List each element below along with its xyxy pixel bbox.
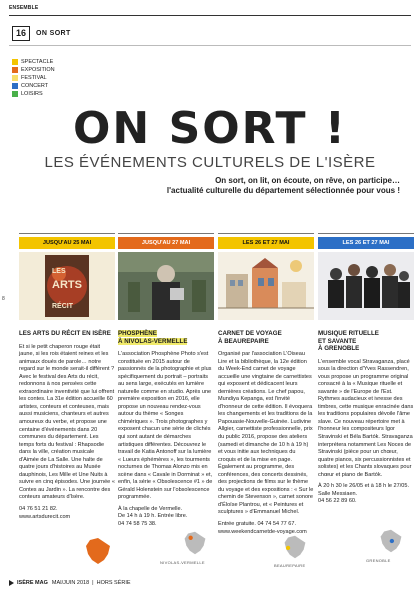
article-photo: [19, 252, 115, 320]
article-contact: 04 76 51 21 82. www.artsdurecit.com: [19, 505, 71, 520]
poster-text-recit: RÉCIT: [52, 303, 73, 310]
article-title-line-1: MUSIQUE RITUELLE: [318, 330, 379, 337]
sketch-illustration-image: [218, 252, 314, 320]
hero-subtitle: LES ÉVÉNEMENTS CULTURELS DE L'ISÈRE: [44, 154, 376, 171]
legend-item-spectacle: [12, 58, 55, 66]
article-title: [118, 330, 214, 345]
side-page-marker: 8: [2, 296, 5, 302]
article-musique-rituelle: [318, 233, 414, 506]
hero-intro: [167, 176, 400, 196]
article-title-line-2: ET SAVANTE: [318, 337, 357, 345]
article-title-line-1: CARNET DE VOYAGE: [218, 330, 282, 337]
article-contact: Entrée gratuite. 04 74 54 77 67. www.weekendcarnetde-voyage.com: [218, 521, 307, 535]
article-title: [218, 330, 314, 345]
map-label: BEAUREPAIRE: [274, 563, 306, 568]
article-arts-du-recit: [19, 233, 115, 521]
legend-swatch: [12, 83, 18, 89]
footer-issue: MAI/JUIN 2018: [51, 580, 90, 586]
column-rule: [318, 233, 414, 234]
footer-separator-icon: |: [92, 580, 94, 586]
footer-extra: HORS SÉRIE: [96, 580, 131, 586]
date-banner: JUSQU'AU 25 MAI: [19, 237, 115, 249]
column-rule: [218, 233, 314, 234]
intro-line-2: l'actualité culturelle du département sélectionnée pour vous !: [166, 186, 400, 195]
article-photo: [318, 252, 414, 320]
poster-text-les: LES: [52, 268, 66, 275]
isere-map-icon: [282, 534, 308, 560]
triangle-marker-icon: [9, 580, 14, 586]
legend-label: FESTIVAL: [21, 75, 47, 81]
article-photo: [118, 252, 214, 320]
isere-map-icon: [84, 536, 112, 566]
poster-text-arts: ARTS: [52, 279, 82, 291]
legend-item-concert: [12, 82, 55, 90]
article-contact: À 20 h 30 le 26/05 et à 18 h le 27/05. Salle Messiaen. 04 56 22 89 60.: [318, 483, 409, 505]
article-title: LES ARTS DU RÉCIT EN ISÈRE: [19, 330, 111, 337]
hero-title: ON SORT !: [73, 103, 347, 154]
intro-line-1: On sort, on lit, on écoute, on rêve, on participe…: [215, 176, 400, 185]
article-body: Et si le petit chaperon rouge était jaune, si les rois étaient reines et les animaux doués de parole… notre regard sur le monde serait-il différent ? Avec le festival des Arts du récit, redonnons à nos pensées cette extraordinaire inventivité que lui offrent les contes. La 31e édition accueille 60 artistes, conteurs et conteuses, mais aussi musiciens, chanteurs et autres amoureux du verbe, et propose une centaine d'événements dans 20 communes du département. Les temps forts du festival : Rhapsodie dans la ville, création musicale d'Aimée de La Salle. Une halte de quatre jours d'histoires au Musée dauphinois, Les Mille et Une Nuits à suivre en cinq épisodes. Une journée « Contes au Jardin ». La rencontre des conteurs amateurs d'Isère.: [19, 343, 115, 501]
article-body: L'association Phosphène Photo s'est constituée en 2015 autour de passionnés de la photographie et plus spécifiquement du portrait – portraits au sens large, exécutés en lumière naturelle comme en studio. Après une première exposition en 2016, elle propose un nouveau rendez-vous autour du thème « Songes chimériques ». Trois photographes y exposent chacun une série de clichés qui sont autant de démarches artistiques différentes. Découvrez le travail de Katia Antonoff sur la lumière « Lueurs éphémères », les tourments nocturnes de Thomas Alonzo mis en scène dans « Cavale in Dorminat » et, enfin, la série « Obsolescence #1 » de Gérald Holenstein sur l'obsolescence programmée.: [118, 351, 213, 501]
page-number: 16: [12, 26, 30, 41]
category-legend: [12, 58, 55, 98]
article-title-line-3: À GRENOBLE: [318, 345, 360, 352]
legend-item-loisirs: [12, 90, 55, 98]
article-contact: À la chapelle de Vermelle. De 14 h à 19 h. Entrée libre. 04 74 58 75 38.: [118, 505, 188, 528]
column-rule: [19, 233, 115, 234]
legend-swatch: [12, 91, 18, 97]
legend-label: SPECTACLE: [21, 59, 54, 65]
page-footer: [9, 580, 131, 586]
portrait-photo-image: [118, 252, 214, 320]
legend-swatch: [12, 75, 18, 81]
legend-label: LOISIRS: [21, 91, 43, 97]
article-title-line-2: À NIVOLAS-VERMELLE: [118, 337, 188, 345]
article-body: L'ensemble vocal Stravaganza, placé sous la direction d'Yves Rassendren, vous propose un programme original consacré à la « Musique rituelle et savante » de l'Europe de l'Est. Rythmes audacieux et ivresse des timbres, cette musique enracinée dans les traditions populaires dévoile l'âme slave. Ce nouveau répertoire met à l'honneur les compositeurs Igor Stravinski et Béla Bartók. Stravaganza interprétera notamment Les Noces de Stravinski (pièce pour un chœur, quatre pianos, six percussionnistes et solistes) et les Chants slovaques pour chœur et piano de Bartók.: [318, 358, 414, 478]
legend-label: EXPOSITION: [21, 67, 55, 73]
article-phosphene: [118, 233, 214, 529]
map-label: NIVOLAS-VERMELLE: [160, 560, 205, 565]
date-banner: JUSQU'AU 27 MAI: [118, 237, 214, 249]
rubric-title: ON SORT: [36, 30, 71, 37]
legend-swatch: [12, 67, 18, 73]
isere-map-icon: [182, 530, 208, 556]
article-title: [318, 330, 414, 353]
article-title-line-2: À BEAUREPAIRE: [218, 337, 269, 345]
column-rule: [118, 233, 214, 234]
legend-item-exposition: [12, 66, 55, 74]
article-photo: [218, 252, 314, 320]
header-rule: [9, 15, 411, 16]
article-body: Organisé par l'association L'Oiseau Lire et la bibliothèque, la 12e édition du Week-End carnet de voyage accueille une vingtaine de carnettistes qui exposent et dédicacent leurs dernières créations. Le chef papou, Mundiya Kepanga, est l'invité d'honneur de cette édition. Il évoquera les changements et les traditions de la Papouasie-Nouvelle-Guinée. Ludivine Allgier, carnettiste professionnelle, prix du public 2016, propose des ateliers (samedi et dimanche de 10 h à 19 h) et vous initie aux techniques du croquis et de la mise en page. Également au programme, des conférences, des concerts dessinés, des projections de films sur le thème du voyage et des expositions : « Sur le chemin de Stevenson », carnet sonore d'Éloïse Plantrou, et « Peintures et sculptures » d'Emmanuel Michel.: [218, 351, 314, 516]
legend-swatch: [12, 59, 18, 65]
choir-photo-image: [318, 252, 414, 320]
legend-item-festival: [12, 74, 55, 82]
footer-mag-name: ISÈRE MAG: [17, 580, 48, 586]
header-rule-secondary: [9, 45, 411, 46]
legend-label: CONCERT: [21, 83, 49, 89]
date-banner: LES 26 ET 27 MAI: [218, 237, 314, 249]
festival-poster-image: [19, 252, 115, 320]
map-label: GRENOBLE: [366, 558, 391, 563]
date-banner: LES 26 ET 27 MAI: [318, 237, 414, 249]
article-title-line-1: PHOSPHÈNE: [118, 330, 157, 337]
section-label: ENSEMBLE: [9, 5, 39, 11]
isere-map-icon: [378, 528, 404, 554]
article-carnet-de-voyage: [218, 233, 314, 536]
